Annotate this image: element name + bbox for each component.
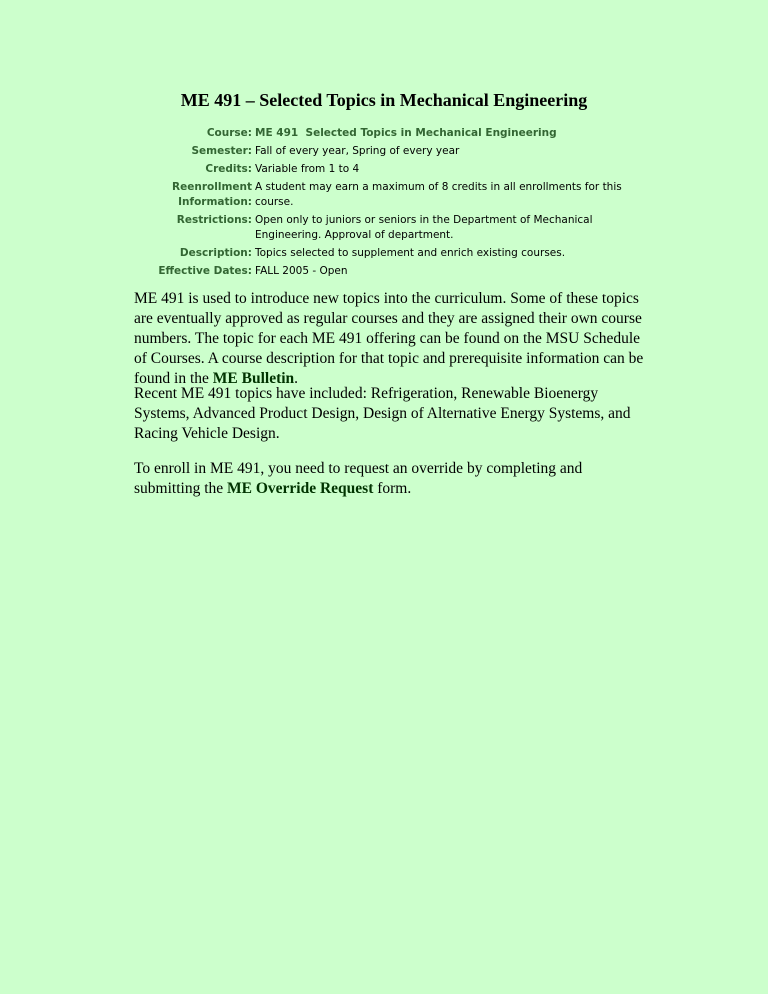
- effective-dates-label: Effective Dates:: [158, 265, 252, 277]
- restrictions-label: Restrictions:: [176, 214, 252, 226]
- enroll-paragraph: [134, 459, 644, 499]
- reenrollment-value: [255, 177, 665, 210]
- credits-value: Variable from 1 to 4: [255, 163, 360, 175]
- course-label: Course:: [206, 127, 252, 139]
- enroll-paragraph-text: To enroll in ME 491, you need to request an override by completing and submitting the: [134, 460, 583, 497]
- description-value: Topics selected to supplement and enrich existing courses.: [255, 247, 566, 259]
- course-value: ME 491 Selected Topics in Mechanical Engineering: [255, 127, 557, 139]
- credits-row: [152, 159, 665, 177]
- course-row: [152, 126, 665, 141]
- effective-dates-value: FALL 2005 - Open: [255, 265, 348, 277]
- intro-paragraph: [134, 289, 644, 389]
- credits-label: Credits:: [205, 163, 252, 175]
- page-title: ME 491 – Selected Topics in Mechanical Engineering: [180, 90, 588, 110]
- semester-row: [152, 141, 665, 159]
- reenrollment-value-line1: A student may earn a maximum of 8 credits in all enrollments for this: [255, 181, 622, 193]
- reenrollment-label: [152, 177, 255, 210]
- course-info-table: [152, 126, 665, 279]
- reenrollment-value-line2: course.: [255, 196, 294, 208]
- reenrollment-label-line1: Reenrollment: [172, 181, 252, 193]
- description-label: Description:: [179, 247, 252, 259]
- semester-value: Fall of every year, Spring of every year: [255, 145, 460, 157]
- description-row: [152, 243, 665, 261]
- restrictions-value-line1: Open only to juniors or seniors in the Department of Mechanical: [255, 214, 593, 226]
- effective-dates-row: [152, 261, 665, 279]
- me-bulletin-link[interactable]: ME Bulletin: [212, 370, 295, 387]
- intro-paragraph-end: .: [294, 370, 299, 387]
- semester-label: Semester:: [191, 145, 252, 157]
- restrictions-value: [255, 210, 665, 243]
- override-request-link[interactable]: ME Override Request: [227, 480, 374, 497]
- recent-topics-paragraph: Recent ME 491 topics have included: Refrigeration, Renewable Bioenergy Systems, Advanced Product Design, Design of Alternative Energy Systems, and Racing Vehicle Design.: [134, 385, 631, 442]
- intro-paragraph-text: ME 491 is used to introduce new topics into the curriculum. Some of these topics are eventually approved as regular courses and they are assigned their own course numbers. The topic for each ME 491 offering can be found on the MSU Schedule of Courses. A course description for that topic and prerequisite information can be found in the: [134, 290, 644, 387]
- reenrollment-row: [152, 177, 665, 210]
- enroll-paragraph-end: form.: [373, 480, 412, 497]
- restrictions-value-line2: Engineering. Approval of department.: [255, 229, 454, 241]
- reenrollment-label-line2: Information:: [178, 196, 252, 208]
- restrictions-row: [152, 210, 665, 243]
